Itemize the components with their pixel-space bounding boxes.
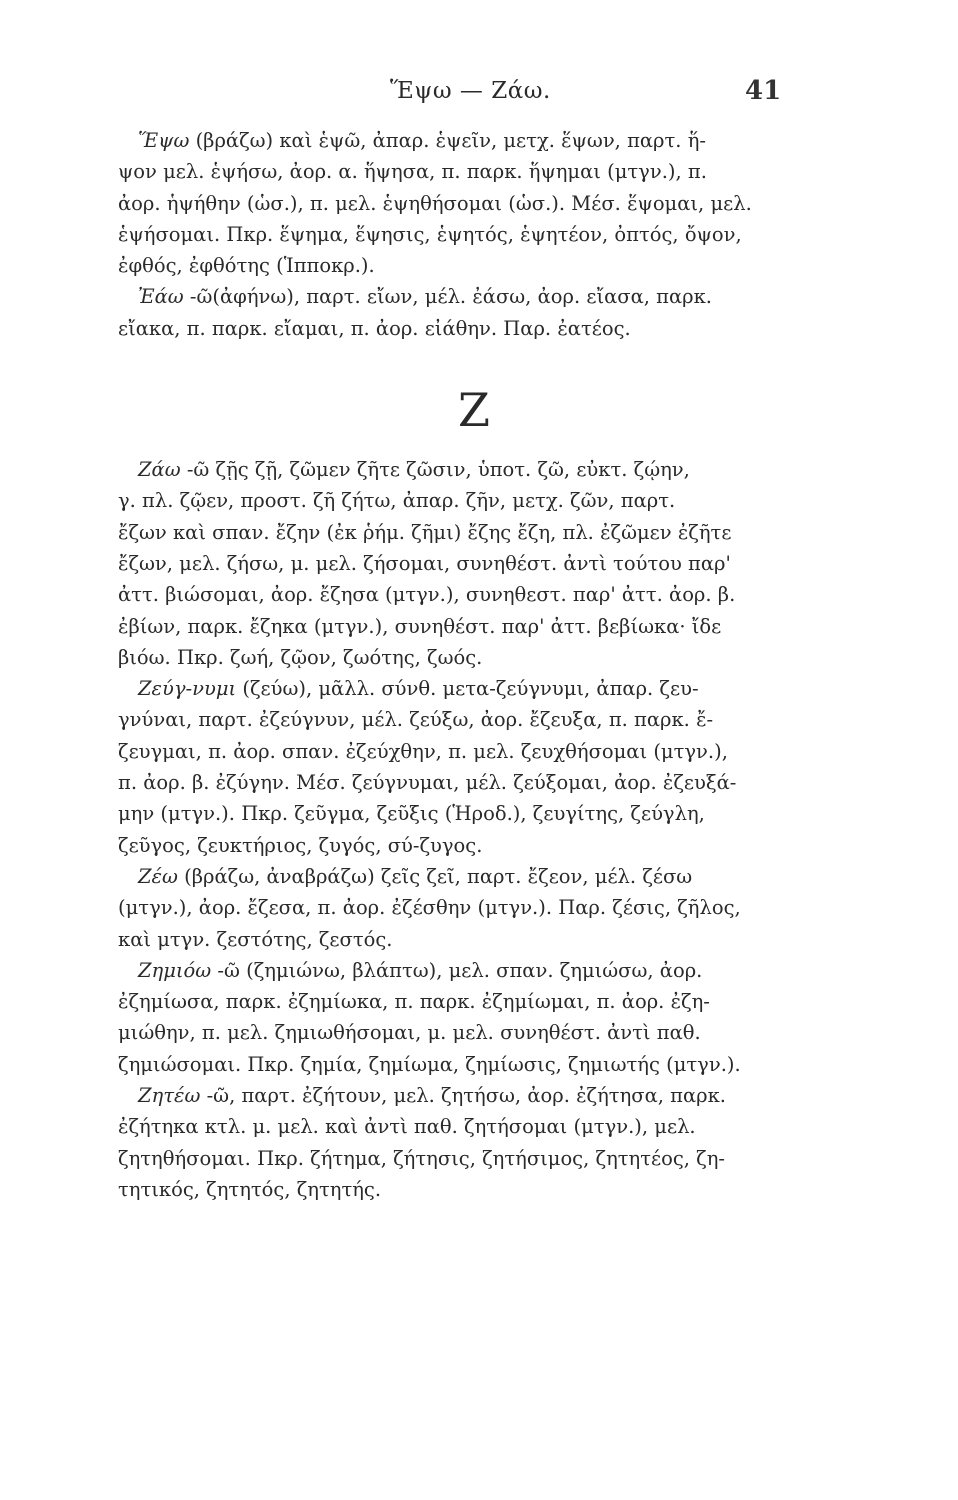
entry-line	[118, 955, 810, 986]
entry-text: (βράζω, ἀναβράζω) ζεῖς ζεῖ, παρτ. ἔζεον, μέλ. ζέσω	[184, 864, 693, 888]
entry-zemioo	[118, 955, 810, 1080]
entry-line: ἀορ. ἡψήθην (ὡσ.), π. μελ. ἑψηθήσομαι (ὡσ.). Μέσ. ἕψομαι, μελ.	[118, 191, 752, 215]
entry-text: -ῶ(ἀφήνω), παρτ. εἴων, μέλ. ἐάσω, ἀορ. εἴασα, παρκ.	[189, 285, 712, 309]
entry-line: (μτγν.), ἀορ. ἔζεσα, π. ἀορ. ἐζέσθην (μτγν.). Παρ. ζέσις, ζῆλος,	[118, 896, 741, 920]
entry-line	[118, 861, 810, 892]
entry-headword: Ζάω	[138, 458, 181, 482]
entry-line	[118, 281, 810, 312]
entry-line: βιόω. Πκρ. ζωή, ζῷον, ζωότης, ζωός.	[118, 645, 483, 669]
entry-line: ψον μελ. ἑψήσω, ἀορ. α. ἥψησα, π. παρκ. ἥψημαι (μτγν.), π.	[118, 160, 707, 184]
entry-line: μην (μτγν.). Πκρ. ζεῦγμα, ζεῦξις (Ἡροδ.), ζευγίτης, ζεύγλη,	[118, 802, 705, 826]
entry-zeteo	[118, 1080, 810, 1205]
entry-text: (βράζω) καὶ ἑψῶ, ἀπαρ. ἑψεῖν, μετχ. ἕψων, παρτ. ἥ-	[195, 129, 706, 152]
entry-zeo	[118, 861, 810, 955]
entry-epso	[118, 125, 810, 281]
entry-line	[118, 454, 810, 485]
entry-line: γ. πλ. ζῷεν, προστ. ζῆ ζήτω, ἀπαρ. ζῆν, μετχ. ζῶν, παρτ.	[118, 489, 676, 513]
entry-line	[118, 673, 810, 704]
entry-headword: Ἕψω	[138, 129, 190, 152]
section-letter: Ζ	[458, 383, 490, 438]
entry-line: μιώθην, π. μελ. ζημιωθήσομαι, μ. μελ. συνηθέστ. ἀντὶ παθ.	[118, 1021, 701, 1045]
entry-zao	[118, 454, 810, 673]
page-header	[0, 78, 958, 118]
entry-headword: Ζητέω	[138, 1084, 201, 1108]
entry-headword: Ζέω	[138, 864, 178, 888]
entry-text: (ζεύω), μᾶλλ. σύνθ. μετα-ζεύγνυμι, ἀπαρ. ζευ-	[242, 677, 699, 701]
running-head: Ἕψω — Ζάω.	[390, 78, 551, 104]
entry-text: -ῶ (ζημιώνω, βλάπτω), μελ. σπαν. ζημιώσω, ἀορ.	[217, 958, 703, 982]
page-number: 41	[745, 76, 782, 106]
entry-line: ἐβίων, παρκ. ἔζηκα (μτγν.), συνηθέστ. παρ' ἀττ. βεβίωκα· ἴδε	[118, 614, 722, 638]
entry-line: ἐφθός, ἐφθότης (Ἱπποκρ.).	[118, 254, 375, 278]
entry-line: ζημιώσομαι. Πκρ. ζημία, ζημίωμα, ζημίωσις, ζημιωτής (μτγν.).	[118, 1052, 741, 1076]
entry-line: ἔζων καὶ σπαν. ἔζην (ἐκ ῥήμ. ζῆμι) ἔζης ἔζη, πλ. ἐζῶμεν ἐζῆτε	[118, 520, 732, 544]
entry-line: τητικός, ζητητός, ζητητής.	[118, 1177, 382, 1201]
entry-line: ἔζων, μελ. ζήσω, μ. μελ. ζήσομαι, συνηθέστ. ἀντὶ τούτου παρ'	[118, 551, 731, 575]
entry-line: ἐζημίωσα, παρκ. ἐζημίωκα, π. παρκ. ἐζημίωμαι, π. ἀορ. ἐζη-	[118, 990, 710, 1014]
entry-line: ζεῦγος, ζευκτήριος, ζυγός, σύ-ζυγος.	[118, 833, 483, 857]
entry-line: ζευγμαι, π. ἀορ. σπαν. ἐζεύχθην, π. μελ. ζευχθήσομαι (μτγν.),	[118, 739, 728, 763]
entry-headword: Ζημιόω	[138, 958, 212, 982]
entry-line: εἴακα, π. παρκ. εἴαμαι, π. ἀορ. εἰάθην. Παρ. ἐατέος.	[118, 316, 631, 340]
entry-text: -ῶ ζῇς ζῇ, ζῶμεν ζῆτε ζῶσιν, ὑποτ. ζῶ, εὐκτ. ζῴην,	[186, 458, 690, 482]
page-body	[118, 125, 810, 1205]
entry-zeugnymi	[118, 673, 810, 861]
entry-line: ἀττ. βιώσομαι, ἀορ. ἔζησα (μτγν.), συνηθεστ. παρ' ἀττ. ἀορ. β.	[118, 583, 736, 607]
entry-line	[118, 1080, 810, 1111]
entry-headword: Ἐάω	[138, 285, 184, 309]
entry-line: ζητηθήσομαι. Πκρ. ζήτημα, ζήτησις, ζητήσιμος, ζητητέος, ζη-	[118, 1146, 726, 1170]
entry-line: καὶ μτγν. ζεστότης, ζεστός.	[118, 927, 393, 951]
entry-text: -ῶ, παρτ. ἐζήτουν, μελ. ζητήσω, ἀορ. ἐζήτησα, παρκ.	[206, 1084, 726, 1108]
entry-line: ἑψήσομαι. Πκρ. ἕψημα, ἕψησις, ἑψητός, ἑψητέον, ὀπτός, ὄψον,	[118, 222, 742, 246]
entry-line: π. ἀορ. β. ἐζύγην. Μέσ. ζεύγνυμαι, μέλ. ζεύξομαι, ἀορ. ἐζευξά-	[118, 771, 737, 795]
entry-line: ἐζήτηκα κτλ. μ. μελ. καὶ ἀντὶ παθ. ζητήσομαι (μτγν.), μελ.	[118, 1115, 696, 1139]
entry-eao	[118, 281, 810, 344]
entry-line	[118, 125, 810, 156]
entry-line: γνύναι, παρτ. ἐζεύγνυν, μέλ. ζεύξω, ἀορ. ἔζευξα, π. παρκ. ἔ-	[118, 708, 714, 732]
entry-headword: Ζεύγ-νυμι	[138, 677, 237, 701]
